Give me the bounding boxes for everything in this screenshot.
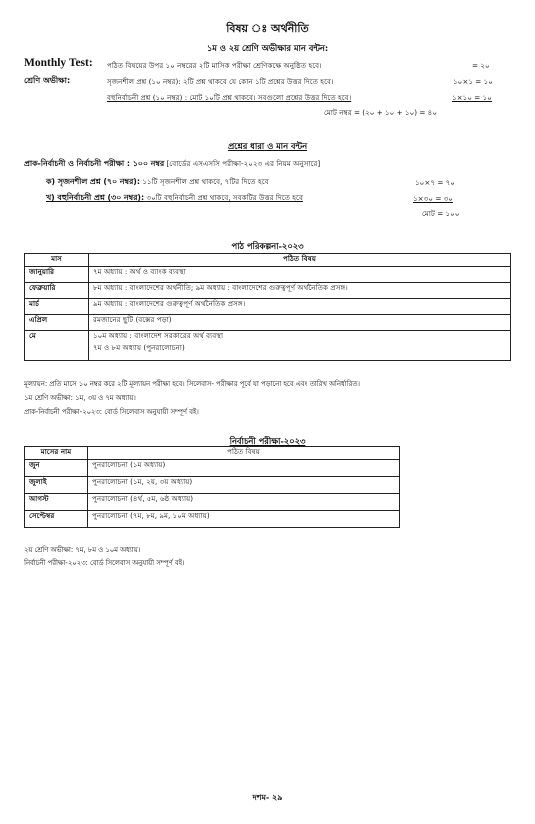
mcq-detail-marks: ১×৩০ = ৩০ [413, 194, 453, 203]
topic-cell: পুনরালোচনা (৪র্থ, ৫ম, ৬ষ্ঠ অধ্যায়) [88, 494, 400, 511]
note-first-class-test: ১ম শ্রেণি অভীক্ষা: ১ম, ৩য় ও ৭ম অধ্যায়। [24, 394, 136, 402]
pretest-note: [বোর্ডের এসএসসি পরীক্ষা-২০২৩ এর নিয়ম অনুসারে] [166, 159, 321, 168]
col-month-header: মাসের নাম [25, 447, 88, 460]
creative-detail: ১১টি সৃজনশীল প্রশ্ন থাকবে, ৭টির দিতে হবে [142, 177, 269, 186]
topic-cell: পুনরালোচনা (৭ম, ৮ম, ৯ম, ১০ম অধ্যায়) [88, 511, 400, 528]
creative-detail-marks: ১০×৭ = ৭০ [415, 178, 455, 187]
table-row [25, 477, 400, 494]
mcq-label: খ) বহুনির্বাচনী প্রশ্ন (৩০ নম্বর): [46, 193, 145, 202]
table-row [25, 460, 400, 477]
monthly-test-text: পঠিত বিষয়ের উপর ১০ নম্বরের ২টি মাসিক পরীক্ষা শ্রেণিকক্ষে অনুষ্ঠিত হবে। [107, 61, 322, 70]
col-month-header: মাস [25, 254, 89, 267]
month-cell: মে [25, 331, 89, 361]
mcq-marks: ১×১০ = ১০ [452, 93, 492, 102]
mcq-line [46, 192, 303, 205]
mcq-text: বহুনির্বাচনী প্রশ্ন (১০ নম্বর) : মোট ১০টি প্রশ্ন থাকবে। সবগুলো প্রশ্নের উত্তর দিতে হবে। [107, 93, 352, 102]
monthly-test-marks: = ২০ [472, 61, 490, 70]
table-row [25, 315, 511, 331]
pretest-line [24, 158, 320, 171]
topic-line-2: ৭ম ও ৮ম অধ্যায় (পুনরালোচনা) [93, 343, 185, 352]
lesson-plan-table [24, 253, 511, 361]
page-title: বিষয় ঃ অর্থনীতি [226, 22, 309, 35]
topic-cell: পুনরালোচনা (১ম, ২য়, ৩য় অধ্যায়) [88, 477, 400, 494]
selection-exam-heading: নির্বাচনী পরীক্ষা-২০২৩ [229, 436, 306, 446]
creative-question-marks: ১০×১ = ১০ [453, 77, 493, 86]
pretest-label: প্রাক-নির্বাচনী ও নির্বাচনী পরীক্ষা : ১০০ নম্বর [24, 159, 165, 168]
note-selection-exam: নির্বাচনী পরীক্ষা-২০২৩: বোর্ড সিলেবাস অনুযায়ী সম্পূর্ণ বই। [24, 559, 185, 567]
creative-label: ক) সৃজনশীল প্রশ্ন (৭০ নম্বর): [46, 177, 140, 186]
topic-line-1: ১০ম অধ্যায় : বাংলাদেশ সরকারের অর্থ ব্যবস্থা [93, 331, 224, 340]
table-row [25, 511, 400, 528]
table-row [25, 494, 400, 511]
month-cell: ফেব্রুয়ারি [25, 283, 89, 299]
topic-cell: ৮ম অধ্যায় : বাংলাদেশের অর্থনীতি; ৯ম অধ্যায় : বাংলাদেশের গুরুত্বপূর্ণ অর্থনৈতিক প্রসঙ্গ। [89, 283, 511, 299]
lesson-plan-heading: পাঠ পরিকল্পনা-২০২৩ [231, 241, 304, 251]
topic-cell [89, 331, 511, 361]
mcq-detail: ৩০টি বহুনির্বাচনী প্রশ্ন থাকবে, সবকটির উত্তর দিতে হবে [146, 193, 303, 202]
note-assessment: মূল্যায়ন: প্রতি মাসে ১০ নম্বর করে ২টি মূল্যায়ন পরীক্ষা হবে। সিলেবাস- পরীক্ষার পূর্বে যা পড়ানো হবে এবং তারিখ অনির্ধারিত। [24, 380, 360, 388]
month-cell: মার্চ [25, 299, 89, 315]
col-topic-header: পঠিত বিষয় [88, 447, 400, 460]
month-cell: জুলাই [25, 477, 88, 494]
month-cell: এপ্রিল [25, 315, 89, 331]
month-cell: জুন [25, 460, 88, 477]
col-topic-header: পঠিত বিষয় [89, 254, 511, 267]
note-pretest: প্রাক-নির্বাচনী পরীক্ষা-২০২৩: বোর্ড সিলেবাস অনুযায়ী সম্পূর্ণ বই। [24, 408, 199, 416]
topic-cell: ৭ম অধ্যায় : অর্থ ও ব্যাংক ব্যবস্থা [89, 267, 511, 283]
table-row [25, 331, 511, 361]
topic-cell: পুনরালোচনা (১ম অধ্যায়) [88, 460, 400, 477]
table-row [25, 283, 511, 299]
month-cell: আগস্ট [25, 494, 88, 511]
topic-cell: রমজানের ছুটি (বক্সের পড়া) [89, 315, 511, 331]
table-row [25, 299, 511, 315]
question-pattern-heading: প্রশ্নের ধারা ও মান বন্টন [227, 141, 308, 151]
selection-exam-table [24, 446, 400, 528]
creative-question-text: সৃজনশীল প্রশ্ন (১০ নম্বর): ২টি প্রশ্ন থাকবে যে কোন ১টি প্রশ্নের উত্তর দিতে হবে। [107, 77, 334, 86]
month-cell: জানুয়ারি [25, 267, 89, 283]
table-row [25, 267, 511, 283]
pattern-total: মোট = ১০০ [422, 209, 460, 218]
page-number: দশম- ২৯ [252, 793, 283, 802]
creative-line [46, 176, 269, 189]
marks-total: মোট নম্বর = (২০ + ১০ + ১০) = ৪০ [324, 108, 438, 117]
marks-dist-heading: ১ম ও ২য় শ্রেণি অভীক্ষার মান বন্টন: [206, 43, 329, 53]
month-cell: সেপ্টেম্বর [25, 511, 88, 528]
note-second-class-test: ২য় শ্রেণি অভীক্ষা: ৭ম, ৮ম ও ১০ম অধ্যায়। [24, 546, 141, 554]
topic-cell: ৯ম অধ্যায় : বাংলাদেশের গুরুত্বপূর্ণ অর্থনৈতিক প্রসঙ্গ। [89, 299, 511, 315]
class-test-label: শ্রেণি অভীক্ষা: [24, 76, 71, 85]
monthly-test-label: Monthly Test: [24, 57, 93, 69]
